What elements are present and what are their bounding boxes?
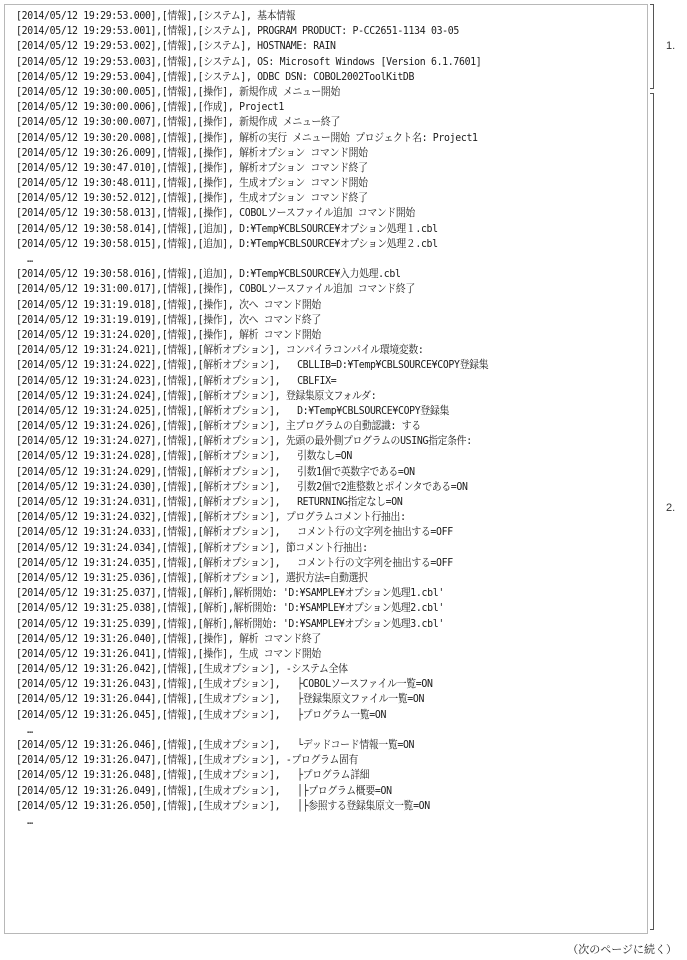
log-line: [2014/05/12 19:30:47.010],[情報],[操作], 解析オプション コマンド終了 [16, 161, 368, 174]
log-line: [2014/05/12 19:30:20.008],[情報],[操作], 解析の実行 メニュー開始 プロジェクト名: Project1 [16, 131, 478, 144]
log-line: [2014/05/12 19:31:24.020],[情報],[操作], 解析 コマンド開始 [16, 328, 321, 341]
continued-on-next-page: （次のページに続く） [567, 943, 677, 956]
log-line: [2014/05/12 19:31:24.032],[情報],[解析オプション], プログラムコメント行抽出: [16, 511, 406, 524]
log-line: [2014/05/12 19:31:25.037],[情報],[解析],解析開始: 'D:¥SAMPLE¥オプション処理1.cbl' [16, 587, 444, 600]
log-line: [2014/05/12 19:31:24.028],[情報],[解析オプション], 引数なし=ON [16, 450, 352, 463]
log-line: [2014/05/12 19:31:24.021],[情報],[解析オプション], コンパイラコンパイル環境変数: [16, 344, 424, 357]
log-line: [2014/05/12 19:30:00.006],[情報],[作成], Project1 [16, 101, 284, 114]
log-line: [2014/05/12 19:31:24.022],[情報],[解析オプション], CBLLIB=D:¥Temp¥CBLSOURCE¥COPY登録集 [16, 359, 489, 372]
section-label-1: 1. [666, 40, 676, 52]
log-line: [2014/05/12 19:31:26.044],[情報],[生成オプション], ├登録集原文ファイル一覧=ON [16, 693, 425, 706]
log-line: [2014/05/12 19:31:25.039],[情報],[解析],解析開始: 'D:¥SAMPLE¥オプション処理3.cbl' [16, 617, 444, 630]
log-line: [2014/05/12 19:31:24.035],[情報],[解析オプション], コメント行の文字列を抽出する=OFF [16, 556, 453, 569]
log-line: [2014/05/12 19:31:26.043],[情報],[生成オプション], ├COBOLソースファイル一覧=ON [16, 678, 433, 691]
log-line: [2014/05/12 19:31:24.027],[情報],[解析オプション], 先頭の最外側プログラムのUSING指定条件: [16, 435, 472, 448]
log-line: [2014/05/12 19:31:25.038],[情報],[解析],解析開始: 'D:¥SAMPLE¥オプション処理2.cbl' [16, 602, 444, 615]
section-bracket-1 [650, 4, 654, 89]
log-ellipsis: … [27, 253, 33, 265]
log-line: [2014/05/12 19:31:26.040],[情報],[操作], 解析 コマンド終了 [16, 632, 321, 645]
log-line: [2014/05/12 19:30:48.011],[情報],[操作], 生成オプション コマンド開始 [16, 177, 368, 190]
log-line: [2014/05/12 19:29:53.003],[情報],[システム], OS: Microsoft Windows [Version 6.1.7601] [16, 55, 482, 68]
log-line: [2014/05/12 19:31:24.025],[情報],[解析オプション], D:¥Temp¥CBLSOURCE¥COPY登録集 [16, 404, 449, 417]
log-ellipsis: … [27, 723, 33, 736]
log-line: [2014/05/12 19:29:53.000],[情報],[システム], 基本情報 [16, 10, 296, 22]
log-line: [2014/05/12 19:31:24.031],[情報],[解析オプション], RETURNING指定なし=ON [16, 496, 403, 508]
log-line: [2014/05/12 19:30:58.013],[情報],[操作], COBOLソースファイル追加 コマンド開始 [16, 207, 415, 220]
log-line: [2014/05/12 19:31:26.046],[情報],[生成オプション], └デッドコード情報一覧=ON [16, 739, 415, 751]
section-label-2: 2. [666, 502, 676, 514]
log-line: [2014/05/12 19:29:53.002],[情報],[システム], HOSTNAME: RAIN [16, 40, 336, 53]
log-line: [2014/05/12 19:31:24.029],[情報],[解析オプション], 引数1個で英数字である=ON [16, 465, 415, 478]
log-line: [2014/05/12 19:31:26.050],[情報],[生成オプション], │├参照する登録集原文一覧=ON [16, 799, 430, 812]
log-line: [2014/05/12 19:31:26.047],[情報],[生成オプション], -プログラム固有 [16, 754, 359, 767]
log-line: [2014/05/12 19:31:26.045],[情報],[生成オプション], ├プログラム一覧=ON [16, 708, 387, 721]
log-line: [2014/05/12 19:30:00.007],[情報],[操作], 新規作成 メニュー終了 [16, 116, 340, 129]
log-line: [2014/05/12 19:31:24.023],[情報],[解析オプション], CBLFIX= [16, 374, 337, 387]
log-line: [2014/05/12 19:31:00.017],[情報],[操作], COBOLソースファイル追加 コマンド終了 [16, 283, 415, 296]
log-line: [2014/05/12 19:29:53.004],[情報],[システム], ODBC DSN: COBOL2002ToolKitDB [16, 70, 415, 83]
log-line: [2014/05/12 19:30:00.005],[情報],[操作], 新規作成 メニュー開始 [16, 85, 340, 98]
log-line: [2014/05/12 19:31:24.033],[情報],[解析オプション], コメント行の文字列を抽出する=OFF [16, 526, 453, 539]
log-line: [2014/05/12 19:30:58.014],[情報],[追加], D:¥Temp¥CBLSOURCE¥オプション処理１.cbl [16, 222, 438, 235]
log-line: [2014/05/12 19:31:26.041],[情報],[操作], 生成 コマンド開始 [16, 647, 321, 660]
log-line: [2014/05/12 19:31:24.024],[情報],[解析オプション], 登録集原文フォルダ: [16, 389, 377, 402]
log-line: [2014/05/12 19:30:58.016],[情報],[追加], D:¥Temp¥CBLSOURCE¥入力処理.cbl [16, 268, 401, 281]
log-lines [16, 9, 647, 829]
log-line: [2014/05/12 19:30:58.015],[情報],[追加], D:¥Temp¥CBLSOURCE¥オプション処理２.cbl [16, 237, 438, 250]
log-line: [2014/05/12 19:31:24.034],[情報],[解析オプション], 節コメント行抽出: [16, 541, 368, 554]
log-ellipsis: … [27, 814, 33, 827]
log-line: [2014/05/12 19:31:25.036],[情報],[解析オプション], 選択方法=自動選択 [16, 571, 368, 584]
log-line: [2014/05/12 19:31:19.019],[情報],[操作], 次へ コマンド終了 [16, 313, 321, 326]
log-line: [2014/05/12 19:29:53.001],[情報],[システム], PROGRAM PRODUCT: P-CC2651-1134 03-05 [16, 25, 459, 38]
log-listing [4, 4, 648, 934]
log-line: [2014/05/12 19:31:24.030],[情報],[解析オプション], 引数2個で2進整数とポインタである=ON [16, 480, 468, 493]
log-line: [2014/05/12 19:31:19.018],[情報],[操作], 次へ コマンド開始 [16, 298, 321, 311]
log-line: [2014/05/12 19:31:26.042],[情報],[生成オプション], -システム全体 [16, 663, 348, 676]
section-bracket-2 [650, 93, 654, 930]
log-line: [2014/05/12 19:31:24.026],[情報],[解析オプション], 主プログラムの自動認識: する [16, 420, 421, 433]
log-line: [2014/05/12 19:30:26.009],[情報],[操作], 解析オプション コマンド開始 [16, 146, 368, 159]
log-line: [2014/05/12 19:30:52.012],[情報],[操作], 生成オプション コマンド終了 [16, 192, 368, 205]
log-line: [2014/05/12 19:31:26.049],[情報],[生成オプション], │├プログラム概要=ON [16, 784, 392, 797]
log-line: [2014/05/12 19:31:26.048],[情報],[生成オプション], ├プログラム詳細 [16, 769, 370, 782]
